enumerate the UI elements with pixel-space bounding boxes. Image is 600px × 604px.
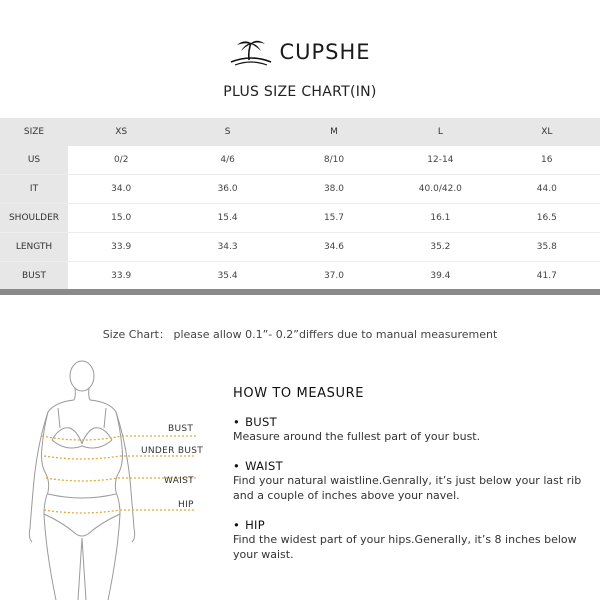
- how-to-measure-title: HOW TO MEASURE: [233, 386, 365, 401]
- header-size-s: S: [174, 118, 280, 146]
- brand-name: CUPSHE: [279, 40, 371, 64]
- table-cell: 35.8: [494, 233, 600, 262]
- table-cell: 16: [494, 146, 600, 175]
- measure-item-hip: [233, 518, 593, 562]
- table-cell: 39.4: [387, 262, 493, 291]
- table-cell: 16.5: [494, 204, 600, 233]
- size-chart-note: Size Chart： please allow 0.1”- 0.2”differs due to manual measurement: [102, 328, 498, 341]
- table-cell: 34.3: [174, 233, 280, 262]
- row-label: BUST: [0, 262, 68, 291]
- table-row: [0, 204, 600, 233]
- table-cell: 36.0: [174, 175, 280, 204]
- chart-title: PLUS SIZE CHART(IN): [223, 84, 377, 100]
- bullet-icon: •: [233, 459, 241, 473]
- header-label: SIZE: [0, 118, 68, 146]
- table-row: [0, 175, 600, 204]
- table-cell: 34.6: [281, 233, 387, 262]
- measure-item-title: WAIST: [245, 459, 283, 473]
- header-size-l: L: [387, 118, 493, 146]
- header-size-m: M: [281, 118, 387, 146]
- table-cell: 35.4: [174, 262, 280, 291]
- palm-tree-island-icon: [229, 36, 273, 68]
- table-cell: 8/10: [281, 146, 387, 175]
- size-chart-table: [0, 118, 600, 291]
- table-cell: 44.0: [494, 175, 600, 204]
- measure-item-description: Find your natural waistline.Genrally, it’s just below your last rib and a couple of inches above your navel.: [233, 474, 582, 502]
- measure-item-title: HIP: [245, 518, 265, 532]
- measure-item-description: Find the widest part of your hips.Generally, it’s 8 inches below your waist.: [233, 533, 577, 561]
- table-bottom-divider: [0, 289, 600, 295]
- bullet-icon: •: [233, 415, 241, 429]
- row-label: LENGTH: [0, 233, 68, 262]
- table-cell: 4/6: [174, 146, 280, 175]
- body-measurement-figure: [0, 352, 210, 600]
- table-cell: 35.2: [387, 233, 493, 262]
- brand-header: [0, 34, 600, 70]
- header-size-xl: XL: [494, 118, 600, 146]
- table-cell: 33.9: [68, 262, 174, 291]
- table-row: [0, 233, 600, 262]
- measure-item-title: BUST: [245, 415, 277, 429]
- table-cell: 15.4: [174, 204, 280, 233]
- table-cell: 38.0: [281, 175, 387, 204]
- row-label: SHOULDER: [0, 204, 68, 233]
- header-size-xs: XS: [68, 118, 174, 146]
- bust-line-label: BUST: [168, 424, 194, 434]
- measure-item-waist: [233, 459, 593, 503]
- table-cell: 34.0: [68, 175, 174, 204]
- table-cell: 40.0/42.0: [387, 175, 493, 204]
- waist-line-label: WAIST: [164, 476, 194, 486]
- table-row: [0, 262, 600, 291]
- table-cell: 15.7: [281, 204, 387, 233]
- table-header-row: [0, 118, 600, 146]
- table-cell: 33.9: [68, 233, 174, 262]
- table-cell: 41.7: [494, 262, 600, 291]
- table-cell: 37.0: [281, 262, 387, 291]
- row-label: US: [0, 146, 68, 175]
- table-row: [0, 146, 600, 175]
- how-to-measure-section: [233, 386, 593, 577]
- hip-line-label: HIP: [178, 500, 194, 510]
- bullet-icon: •: [233, 518, 241, 532]
- table-cell: 0/2: [68, 146, 174, 175]
- table-cell: 15.0: [68, 204, 174, 233]
- table-cell: 16.1: [387, 204, 493, 233]
- measure-item-description: Measure around the fullest part of your bust.: [233, 430, 481, 443]
- row-label: IT: [0, 175, 68, 204]
- under-bust-line-label: UNDER BUST: [141, 446, 204, 456]
- table-cell: 12-14: [387, 146, 493, 175]
- measure-item-bust: [233, 415, 593, 444]
